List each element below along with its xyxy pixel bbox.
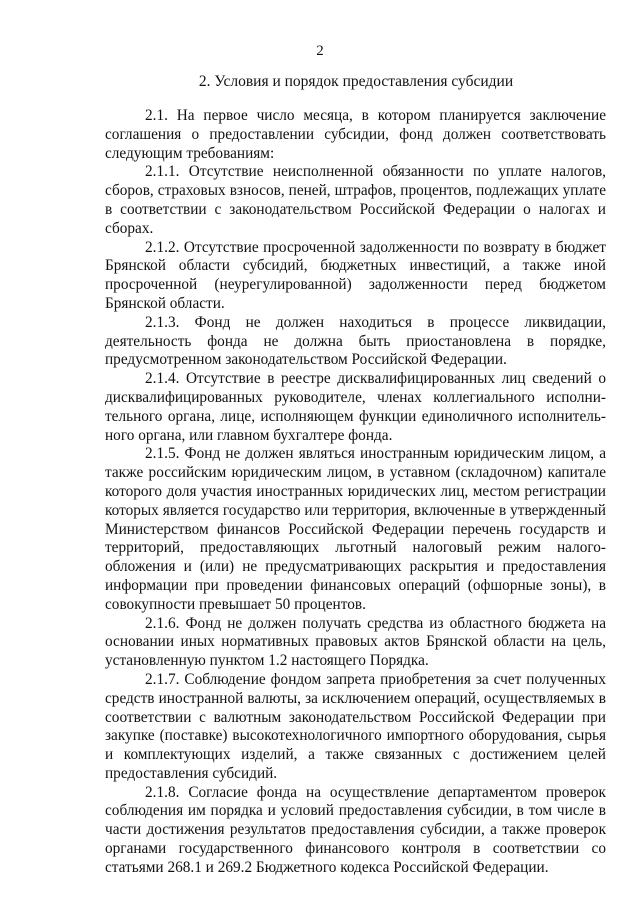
paragraph-2-1: 2.1. На первое число месяца, в котором планируется заключение соглашения о предоставлении субсидии, фонд должен соответствовать следующим требованиям: bbox=[105, 107, 606, 162]
paragraph-2-1-2: 2.1.2. Отсутствие просроченной задолженности по возврату в бюджет Брянской области субсидий, бюджетных инвестиций, а также иной просроченной (неурегулированной) задолженности перед бюджетом Брянской области. bbox=[105, 238, 606, 312]
paragraph-2-1-1: 2.1.1. Отсутствие неисполненной обязанности по уплате налогов, сборов, страховых взносов, пеней, штрафов, процентов, подлежащих уплате в соответствии с законодательством Российской Федерации о налогах и сборах. bbox=[105, 163, 606, 237]
paragraph-2-1-3: 2.1.3. Фонд не должен находиться в процессе ликвидации, деятельность фонда не должна быть приостановлена в порядке, предусмотренном законодательством Российской Федерации. bbox=[105, 313, 606, 369]
page-number: 2 bbox=[316, 43, 324, 59]
paragraph-2-1-8: 2.1.8. Согласие фонда на осуществление департаментом проверок соблюдения им порядка и условий предоставления субсидии, в том числе в части достижения результатов предоставления субсидии, а также проверок органами государственного финансового контроля в соответствии со статьями 268.1 и 269.2 Бюджетного кодекса Российской Федерации. bbox=[105, 783, 606, 876]
paragraph-2-1-5: 2.1.5. Фонд не должен являться иностранным юридическим лицом, а также российским юридическим лицом, в уставном (складочном) капитале которого доля участия иностранных юридических лиц, местом регистрации которых является государство или территория, включенные в утвержденный Министерством финансов Российской Федерации перечень государств и территорий, предоставляющих льготный налоговый режим налогообложения и (или) не предусматривающих раскрытия и предоставления информации при проведении финансовых операций (офшорные зоны), в совокупности превышает 50 процентов. bbox=[105, 445, 606, 613]
paragraph-2-1-4: 2.1.4. Отсутствие в реестре дисквалифицированных лиц сведений о дисквалифицированных руководителе, членах коллегиального исполнительного органа, лице, исполняющем функции единоличного исполнительного органа, или главном бухгалтере фонда. bbox=[105, 370, 606, 444]
paragraph-2-1-7: 2.1.7. Соблюдение фондом запрета приобретения за счет полученных средств иностранной валюты, за исключением операций, осуществляемых в соответствии с валютным законодательством Российской Федерации при закупке (поставке) высокотехнологичного импортного оборудования, сырья и комплектующих изделий, а также связанных с достижением целей предоставления субсидий. bbox=[105, 670, 606, 782]
section-title: 2. Условия и порядок предоставления субсидии bbox=[198, 73, 514, 90]
paragraph-2-1-6: 2.1.6. Фонд не должен получать средства из областного бюджета на основании иных нормативных правовых актов Брянской области на цель, установленную пунктом 1.2 настоящего Порядка. bbox=[105, 614, 606, 670]
document-body bbox=[105, 107, 606, 878]
